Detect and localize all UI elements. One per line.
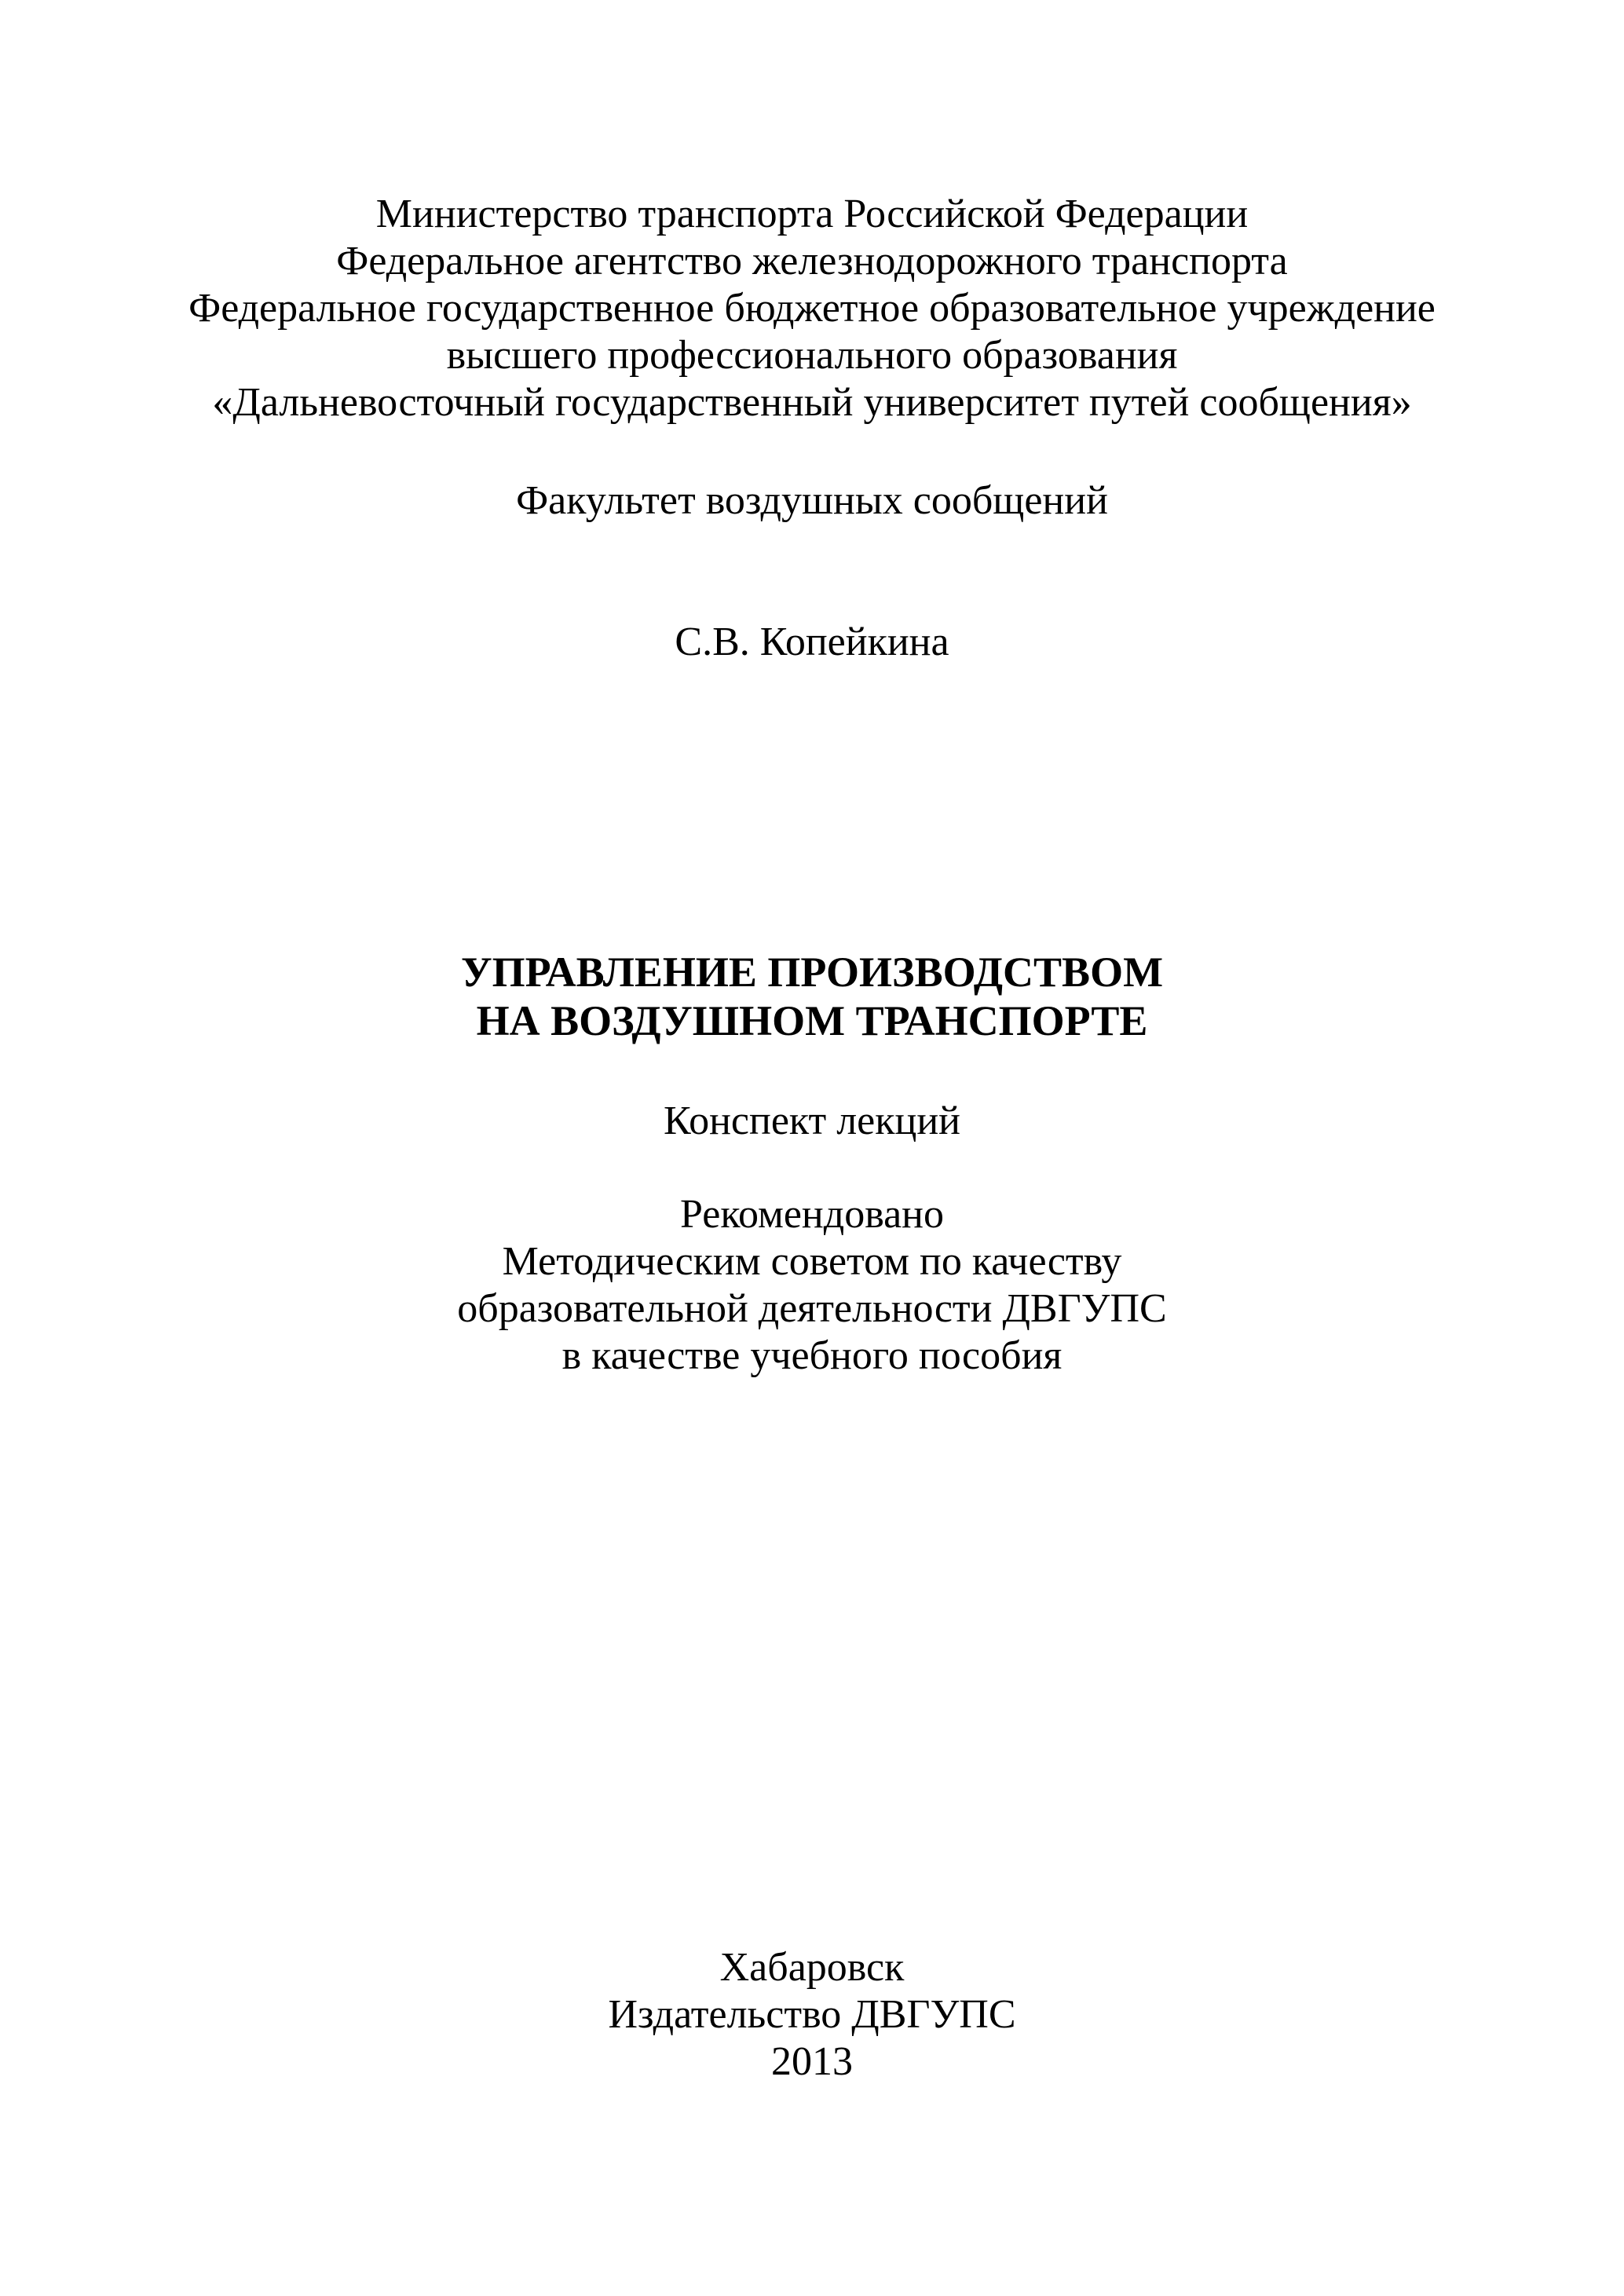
recommendation-line-1: Рекомендовано [680,1192,944,1237]
faculty-name: Факультет воздушных сообщений [516,478,1108,523]
recommendation [0,1191,1624,1380]
document-title [0,948,1624,1045]
imprint-year: 2013 [771,2039,853,2084]
title-line-1: УПРАВЛЕНИЕ ПРОИЗВОДСТВОМ [460,949,1164,996]
institution-header [0,191,1624,426]
recommendation-line-2: Методическим советом по качеству [502,1239,1122,1284]
subtitle-text: Конспект лекций [664,1099,960,1143]
ministry-line: Министерство транспорта Российской Федерации [375,192,1249,236]
imprint-publisher: Издательство ДВГУПС [608,1992,1016,2037]
recommendation-line-3: образовательной деятельности ДВГУПС [457,1286,1167,1331]
institution-type-line: Федеральное государственное бюджетное образовательное учреждение [188,286,1436,331]
imprint [0,1944,1624,2086]
author-name: С.В. Копейкина [675,620,949,664]
education-level-line: высшего профессионального образования [446,333,1178,378]
author [0,619,1624,666]
university-name-line: «Дальневосточный государственный университет путей сообщения» [212,380,1412,425]
recommendation-line-4: в качестве учебного пособия [561,1333,1063,1378]
agency-line: Федеральное агентство железнодорожного транспорта [336,239,1288,283]
faculty [0,477,1624,525]
document-subtitle [0,1098,1624,1145]
imprint-city: Хабаровск [719,1945,905,1990]
title-line-2: НА ВОЗДУШНОМ ТРАНСПОРТЕ [476,997,1148,1044]
